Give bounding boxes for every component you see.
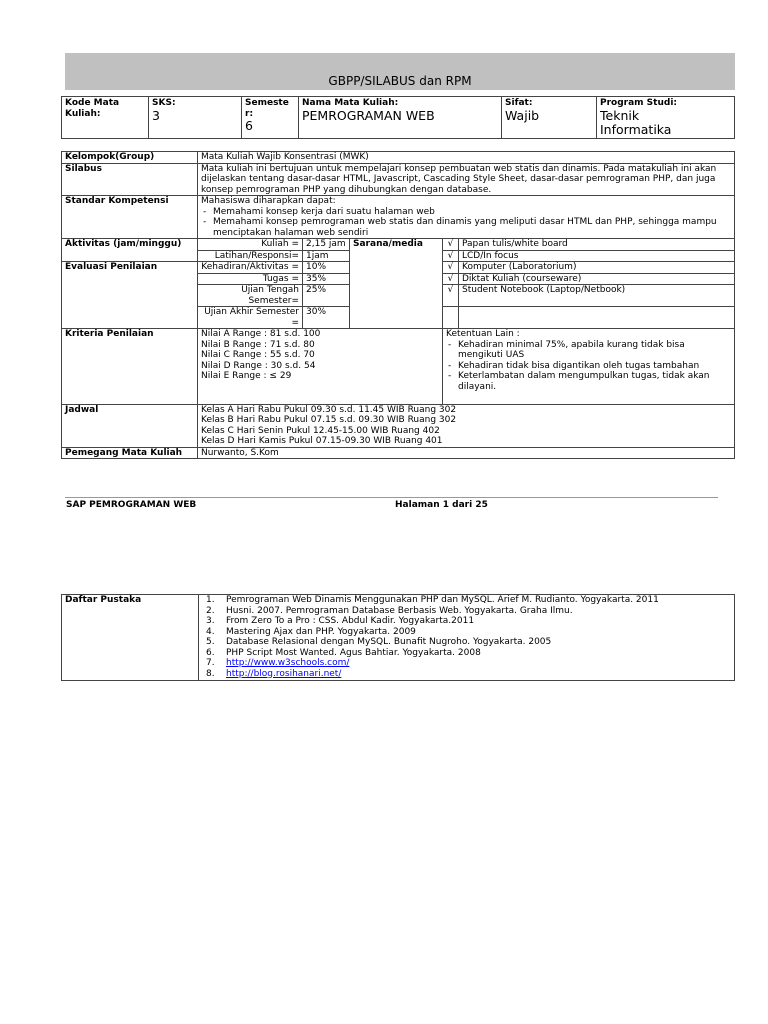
tugas-label: Tugas = xyxy=(198,273,303,285)
jadwal-label: Jadwal xyxy=(62,404,198,447)
kelompok-label: Kelompok(Group) xyxy=(62,152,198,164)
nilai-cell xyxy=(198,329,443,405)
kelompok-value: Mata Kuliah Wajib Konsentrasi (MWK) xyxy=(198,152,735,164)
list-item: 5. Database Relasional dengan MySQL. Bunafit Nugroho. Yogyakarta. 2005 xyxy=(206,637,552,647)
uas-value: 30% xyxy=(303,307,350,329)
semester-cell xyxy=(242,97,299,139)
sks-cell xyxy=(149,97,242,139)
check-icon: √ xyxy=(443,262,459,274)
ketentuan-list xyxy=(446,340,731,393)
jadwal-line: Kelas D Hari Kamis Pukul 07.15-09.30 WIB Ruang 401 xyxy=(201,436,443,446)
course-info-table xyxy=(61,96,735,139)
latihan-label: Latihan/Responsi= xyxy=(198,250,303,262)
nilai-line: Nilai C Range : 55 s.d. 70 xyxy=(201,350,315,360)
sks-label: SKS: xyxy=(152,98,176,108)
prodi-value: Teknik Informatika xyxy=(600,107,672,137)
kriteria-label: Kriteria Penilaian xyxy=(62,329,198,405)
empty-cell xyxy=(459,307,735,329)
footer-divider xyxy=(65,497,718,498)
page-number: Halaman 1 dari 25 xyxy=(395,500,488,510)
standar-list xyxy=(201,207,731,239)
course-detail-table xyxy=(61,151,735,459)
pemegang-label: Pemegang Mata Kuliah xyxy=(62,447,198,459)
list-item: - Memahami konsep pemrograman web statis dan dinamis yang meliputi dasar HTML dan PHP, sehingga mampu menciptakan halaman web sendiri xyxy=(201,217,731,238)
nama-label: Nama Mata Kuliah: xyxy=(302,98,399,108)
list-item: 8. http://blog.rosihanari.net/ xyxy=(206,668,342,679)
ketentuan-cell xyxy=(443,329,735,405)
nilai-line: Nilai B Range : 71 s.d. 80 xyxy=(201,339,315,350)
silabus-value: Mata kuliah ini bertujuan untuk mempelajari konsep pembuatan web statis dan dinamis. Pada matakuliah ini akan dijelaskan tentang dasar-dasar HTML, Javascript, Cascading Style Sheet, dasar-dasar pemrograman PHP, dan juga konsep pemrograman PHP yang dihubungkan dengan database. xyxy=(198,163,735,196)
list-item: - Keterlambatan dalam mengumpulkan tugas, tidak akan dilayani. xyxy=(446,371,721,392)
check-icon: √ xyxy=(443,239,459,251)
nilai-line: Nilai D Range : 30 s.d. 54 xyxy=(201,360,316,371)
uts-label: Ujian Tengah Semester= xyxy=(198,285,303,307)
check-icon: √ xyxy=(443,285,459,307)
silabus-label: Silabus xyxy=(62,163,198,196)
pemegang-value: Nurwanto, S.Kom xyxy=(198,447,735,459)
list-item: - Kehadiran tidak bisa digantikan oleh tugas tambahan xyxy=(446,361,721,372)
sarana-item: Student Notebook (Laptop/Netbook) xyxy=(459,285,735,307)
tugas-value: 35% xyxy=(303,273,350,285)
rosihanari-link[interactable]: http://blog.rosihanari.net/ xyxy=(226,668,342,679)
prodi-label: Program Studi: xyxy=(600,98,678,108)
standar-value xyxy=(198,196,735,239)
pustaka-table xyxy=(61,594,735,681)
standar-label: Standar Kompetensi xyxy=(62,196,198,239)
list-item: 7. http://www.w3schools.com/ xyxy=(206,658,350,668)
prodi-cell xyxy=(597,97,735,139)
jadwal-line: Kelas A Hari Rabu Pukul 09.30 s.d. 11.45 WIB Ruang 302 xyxy=(201,404,457,415)
list-item: 6. PHP Script Most Wanted. Agus Bahtiar. Yogyakarta. 2008 xyxy=(206,647,481,658)
standar-intro: Mahasiswa diharapkan dapat: xyxy=(201,196,336,206)
nilai-line: Nilai A Range : 81 s.d. 100 xyxy=(201,329,321,339)
sifat-cell xyxy=(502,97,597,139)
list-item: - Memahami konsep kerja dari suatu halaman web xyxy=(201,207,731,218)
check-icon: √ xyxy=(443,273,459,285)
latihan-value: 1jam xyxy=(303,250,350,262)
w3schools-link[interactable]: http://www.w3schools.com/ xyxy=(226,658,350,668)
sarana-label: Sarana/media xyxy=(350,239,443,329)
uts-value: 25% xyxy=(303,285,350,307)
list-item: 1. Pemrograman Web Dinamis Menggunakan PHP dan MySQL. Arief M. Rudianto. Yogyakarta. 2011 xyxy=(206,595,659,605)
semester-value: 6 xyxy=(245,118,253,133)
list-item: 2. Husni. 2007. Pemrograman Database Berbasis Web. Yogyakarta. Graha Ilmu. xyxy=(206,605,573,616)
ketentuan-title: Ketentuan Lain : xyxy=(446,329,520,339)
evaluasi-label: Evaluasi Penilaian xyxy=(62,262,198,329)
list-item: 4. Mastering Ajax dan PHP. Yogyakarta. 2009 xyxy=(206,626,416,637)
check-icon: √ xyxy=(443,250,459,262)
jadwal-line: Kelas C Hari Senin Pukul 12.45-15.00 WIB Ruang 402 xyxy=(201,425,440,436)
sks-value: 3 xyxy=(152,107,160,123)
kode-label: Kode Mata Kuliah: xyxy=(62,97,149,139)
nama-value: PEMROGRAMAN WEB xyxy=(302,107,435,123)
jadwal-cell xyxy=(198,404,735,447)
footer-title: SAP PEMROGRAMAN WEB xyxy=(66,500,197,510)
sarana-item: LCD/In focus xyxy=(459,250,735,262)
kuliah-value: 2,15 jam xyxy=(303,239,350,251)
uas-label: Ujian Akhir Semester = xyxy=(198,307,303,329)
sarana-item: Komputer (Laboratorium) xyxy=(459,262,735,274)
page-title: GBPP/SILABUS dan RPM xyxy=(328,74,472,88)
list-item: 3. From Zero To a Pro : CSS. Abdul Kadir. Yogyakarta.2011 xyxy=(206,616,475,626)
pustaka-cell xyxy=(199,595,735,681)
pustaka-list xyxy=(202,595,731,679)
kehadiran-label: Kehadiran/Aktivitas = xyxy=(198,262,303,274)
empty-cell xyxy=(443,307,459,329)
aktivitas-label: Aktivitas (jam/minggu) xyxy=(62,239,198,262)
sifat-value: Wajib xyxy=(505,107,540,123)
list-item: - Kehadiran minimal 75%, apabila kurang tidak bisa mengikuti UAS xyxy=(446,340,721,361)
kehadiran-value: 10% xyxy=(303,262,350,274)
kuliah-label: Kuliah = xyxy=(198,239,303,251)
jadwal-line: Kelas B Hari Rabu Pukul 07.15 s.d. 09.30 WIB Ruang 302 xyxy=(201,415,457,425)
pustaka-label: Daftar Pustaka xyxy=(62,595,199,681)
nilai-line: Nilai E Range : ≤ 29 xyxy=(201,371,292,381)
semester-label: Semeste r: xyxy=(245,98,289,119)
sifat-label: Sifat: xyxy=(505,98,533,108)
sarana-item: Papan tulis/white board xyxy=(459,239,735,251)
sarana-item: Diktat Kuliah (courseware) xyxy=(459,273,735,285)
nama-cell xyxy=(299,97,502,139)
